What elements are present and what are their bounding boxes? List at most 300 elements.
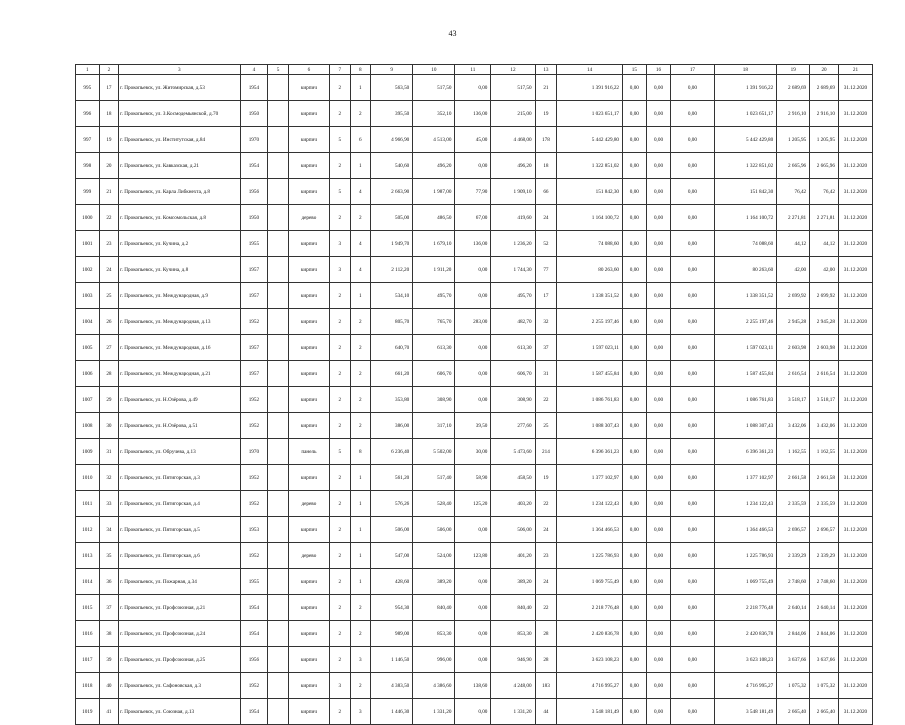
table-cell: 2 xyxy=(350,205,371,231)
table-cell: 0,00 xyxy=(455,257,491,283)
table-cell: 0,00 xyxy=(646,673,671,699)
table-cell: 0,00 xyxy=(646,491,671,517)
table-cell: 0,00 xyxy=(646,335,671,361)
table-cell: 41 xyxy=(99,699,119,725)
table-cell: 25 xyxy=(535,413,557,439)
table-cell: 28 xyxy=(99,361,119,387)
table-cell: 2 916,10 xyxy=(810,101,839,127)
table-cell: 419,60 xyxy=(491,205,535,231)
column-header-18: 18 xyxy=(714,65,777,75)
page-number: 43 xyxy=(448,29,457,38)
table-cell xyxy=(268,309,289,335)
table-cell xyxy=(268,439,289,465)
table-cell: 2 xyxy=(329,309,350,335)
table-cell: 19 xyxy=(99,127,119,153)
table-cell: 2 603,98 xyxy=(810,335,839,361)
table-cell: 2 218 776,48 xyxy=(557,595,623,621)
table-row xyxy=(76,439,873,465)
address-cell: г. Прокопьевск, ул. З.Космодемьянской, д.70 xyxy=(119,101,240,127)
table-cell: 989,00 xyxy=(371,621,413,647)
table-cell: 2 748,60 xyxy=(777,569,810,595)
table-cell: 5 502,00 xyxy=(413,439,455,465)
address-cell: г. Прокопьевск, ул. Международная, д.9 xyxy=(119,283,240,309)
column-header-2: 2 xyxy=(99,65,119,75)
table-cell: 3 637,66 xyxy=(810,647,839,673)
table-cell: 1 322 851,02 xyxy=(557,153,623,179)
table-row xyxy=(76,595,873,621)
table-cell: 0,00 xyxy=(671,335,714,361)
table-cell: 277,60 xyxy=(491,413,535,439)
table-cell: 0,00 xyxy=(671,387,714,413)
table-cell xyxy=(268,387,289,413)
table-cell xyxy=(268,673,289,699)
table-cell: 0,00 xyxy=(671,231,714,257)
column-header-6: 6 xyxy=(288,65,329,75)
table-cell: 2 748,60 xyxy=(810,569,839,595)
table-cell: 946,90 xyxy=(491,647,535,673)
table-cell: 2 xyxy=(329,361,350,387)
table-cell: 2 xyxy=(329,699,350,725)
table-cell: 0,00 xyxy=(671,413,714,439)
table-cell: 80 263,60 xyxy=(557,257,623,283)
table-cell: 2 xyxy=(350,335,371,361)
table-cell: 1007 xyxy=(76,387,100,413)
table-cell: 0,00 xyxy=(455,517,491,543)
address-cell: г. Прокопьевск, ул. Институтская, д.84 xyxy=(119,127,240,153)
table-row xyxy=(76,673,873,699)
table-cell: 30,00 xyxy=(455,439,491,465)
table-cell: 1 069 755,49 xyxy=(714,569,777,595)
table-cell: 31.12.2020 xyxy=(838,595,872,621)
table-cell: 996 xyxy=(76,101,100,127)
table-cell: 2 218 776,48 xyxy=(714,595,777,621)
column-header-3: 3 xyxy=(119,65,240,75)
table-cell: кирпич xyxy=(288,335,329,361)
table-cell: 1 075,32 xyxy=(810,673,839,699)
table-row xyxy=(76,569,873,595)
table-cell: 24 xyxy=(535,205,557,231)
column-header-9: 9 xyxy=(371,65,413,75)
table-cell: 1005 xyxy=(76,335,100,361)
table-cell: 31 xyxy=(535,361,557,387)
table-cell: 1952 xyxy=(240,309,268,335)
table-cell: кирпич xyxy=(288,75,329,101)
table-row xyxy=(76,335,873,361)
table-cell: 0,00 xyxy=(623,153,647,179)
table-cell: 1 xyxy=(350,283,371,309)
table-cell: 0,00 xyxy=(623,361,647,387)
housing-register-table xyxy=(75,64,873,725)
table-cell: кирпич xyxy=(288,413,329,439)
table-cell: 2 xyxy=(350,387,371,413)
table-cell: 0,00 xyxy=(646,153,671,179)
table-cell: 540,60 xyxy=(371,153,413,179)
table-cell: дерево xyxy=(288,205,329,231)
table-cell: 0,00 xyxy=(455,569,491,595)
table-cell: 77 xyxy=(535,257,557,283)
address-cell: г. Прокопьевск, ул. Союзная, д.13 xyxy=(119,699,240,725)
table-cell: 2 xyxy=(329,335,350,361)
table-cell xyxy=(268,595,289,621)
table-cell: 1 322 851,02 xyxy=(714,153,777,179)
table-cell: 517,50 xyxy=(491,75,535,101)
table-cell: 0,00 xyxy=(623,179,647,205)
address-cell: г. Прокопьевск, ул. Международная, д.13 xyxy=(119,309,240,335)
table-cell: 517,50 xyxy=(413,75,455,101)
table-cell: 0,00 xyxy=(455,335,491,361)
table-cell xyxy=(268,621,289,647)
table-cell: 31.12.2020 xyxy=(838,127,872,153)
table-cell: 2 255 197,46 xyxy=(714,309,777,335)
table-row xyxy=(76,465,873,491)
table-cell: 2 661,58 xyxy=(810,465,839,491)
table-cell: 1955 xyxy=(240,569,268,595)
table-cell: 0,00 xyxy=(623,543,647,569)
table-cell: 0,00 xyxy=(623,413,647,439)
table-cell: 5 xyxy=(329,439,350,465)
table-cell: 840,40 xyxy=(491,595,535,621)
table-cell: 31.12.2020 xyxy=(838,543,872,569)
table-cell: 1 xyxy=(350,465,371,491)
table-cell: 42,00 xyxy=(777,257,810,283)
table-cell: 1 225 786,93 xyxy=(557,543,623,569)
table-cell: 19 xyxy=(535,101,557,127)
table-cell: 0,00 xyxy=(623,621,647,647)
table-cell: 21 xyxy=(99,179,119,205)
table-cell: кирпич xyxy=(288,517,329,543)
table-cell: 1 xyxy=(350,153,371,179)
table-cell: 403,20 xyxy=(491,491,535,517)
table-cell: 1 391 916,22 xyxy=(714,75,777,101)
table-cell: кирпич xyxy=(288,179,329,205)
table-cell: 2 xyxy=(329,517,350,543)
table-cell: 0,00 xyxy=(623,309,647,335)
table-cell: 1 162,55 xyxy=(810,439,839,465)
table-cell: 0,00 xyxy=(646,231,671,257)
table-cell: 1 949,70 xyxy=(371,231,413,257)
table-cell: 1 364 466,53 xyxy=(557,517,623,543)
column-header-17: 17 xyxy=(671,65,714,75)
table-cell: 482,70 xyxy=(491,309,535,335)
table-cell: 2 xyxy=(329,647,350,673)
table-cell: 74 088,60 xyxy=(557,231,623,257)
table-cell: 0,00 xyxy=(671,257,714,283)
table-cell: 44,12 xyxy=(777,231,810,257)
table-cell: 0,00 xyxy=(455,699,491,725)
table-cell: 0,00 xyxy=(455,595,491,621)
table-cell: 0,00 xyxy=(623,465,647,491)
table-cell: 178 xyxy=(535,127,557,153)
table-cell: кирпич xyxy=(288,153,329,179)
table-cell: 576,26 xyxy=(371,491,413,517)
table-cell: 506,00 xyxy=(371,517,413,543)
table-cell: 2 xyxy=(350,621,371,647)
table-cell xyxy=(268,491,289,517)
address-cell: г. Прокопьевск, ул. Кавказская, д.21 xyxy=(119,153,240,179)
table-cell: 0,00 xyxy=(646,439,671,465)
table-cell: 386,00 xyxy=(371,413,413,439)
table-cell: 1014 xyxy=(76,569,100,595)
table-cell: 2 616,54 xyxy=(777,361,810,387)
table-cell: 1954 xyxy=(240,621,268,647)
table-cell xyxy=(268,101,289,127)
table-row xyxy=(76,179,873,205)
table-cell: 67,00 xyxy=(455,205,491,231)
table-cell: 308,90 xyxy=(413,387,455,413)
table-cell: 1950 xyxy=(240,101,268,127)
table-cell: 2 665,96 xyxy=(810,153,839,179)
table-cell: 0,00 xyxy=(455,621,491,647)
table-cell: 496,20 xyxy=(491,153,535,179)
table-cell: 1 234 122,43 xyxy=(557,491,623,517)
table-cell: 1 987,00 xyxy=(413,179,455,205)
table-cell: 32 xyxy=(99,465,119,491)
table-cell: 1 075,32 xyxy=(777,673,810,699)
table-cell: 0,00 xyxy=(455,153,491,179)
address-cell: г. Прокопьевск, ул. Пожарная, д.34 xyxy=(119,569,240,595)
table-cell: 5 473,60 xyxy=(491,439,535,465)
table-cell: 0,00 xyxy=(671,621,714,647)
table-cell: 18 xyxy=(99,101,119,127)
table-cell: 37 xyxy=(99,595,119,621)
table-cell: 35 xyxy=(99,543,119,569)
table-cell: кирпич xyxy=(288,387,329,413)
table-cell: 0,00 xyxy=(671,517,714,543)
table-cell: кирпич xyxy=(288,101,329,127)
table-cell: 1006 xyxy=(76,361,100,387)
table-cell: 0,00 xyxy=(623,569,647,595)
table-cell: 21 xyxy=(535,75,557,101)
table-cell: 428,60 xyxy=(371,569,413,595)
table-cell: 3 623 108,23 xyxy=(714,647,777,673)
table-row xyxy=(76,75,873,101)
table-cell: 4 716 995,27 xyxy=(714,673,777,699)
table-cell: 458,50 xyxy=(491,465,535,491)
table-cell: 31.12.2020 xyxy=(838,569,872,595)
table-cell: 534,10 xyxy=(371,283,413,309)
table-row xyxy=(76,491,873,517)
table-cell: 996,00 xyxy=(413,647,455,673)
table-cell: 0,00 xyxy=(455,647,491,673)
table-cell: 44 xyxy=(535,699,557,725)
table-cell xyxy=(268,179,289,205)
table-cell: 0,00 xyxy=(623,205,647,231)
table-cell: кирпич xyxy=(288,465,329,491)
table-cell: 0,00 xyxy=(671,179,714,205)
table-cell: 765,70 xyxy=(413,309,455,335)
table-row xyxy=(76,153,873,179)
column-header-12: 12 xyxy=(491,65,535,75)
table-cell: 395,50 xyxy=(371,101,413,127)
table-cell: 0,00 xyxy=(671,309,714,335)
table-cell: 640,70 xyxy=(371,335,413,361)
table-cell: 0,00 xyxy=(646,127,671,153)
table-cell: 2 xyxy=(329,595,350,621)
table-cell: 853,30 xyxy=(491,621,535,647)
table-cell: панель xyxy=(288,439,329,465)
table-cell: 0,00 xyxy=(623,257,647,283)
table-cell: 1 205,95 xyxy=(810,127,839,153)
table-cell xyxy=(268,75,289,101)
table-cell: 3 xyxy=(350,699,371,725)
table-cell: 2 844,06 xyxy=(810,621,839,647)
table-row xyxy=(76,543,873,569)
table-cell: 125,20 xyxy=(455,491,491,517)
table-cell: 2 xyxy=(329,491,350,517)
address-cell: г. Прокопьевск, ул. Профсоюзная, д.21 xyxy=(119,595,240,621)
table-cell: 352,10 xyxy=(413,101,455,127)
table-cell: 0,00 xyxy=(671,153,714,179)
table-cell: 517,40 xyxy=(413,465,455,491)
table-cell: 1954 xyxy=(240,699,268,725)
table-cell: дерево xyxy=(288,543,329,569)
table-cell: 853,30 xyxy=(413,621,455,647)
table-cell: 0,00 xyxy=(623,699,647,725)
table-cell: 1950 xyxy=(240,205,268,231)
table-cell: 997 xyxy=(76,127,100,153)
address-cell: г. Прокопьевск, ул. Н.Озёрова, д.51 xyxy=(119,413,240,439)
table-cell: 0,00 xyxy=(623,231,647,257)
table-cell: 606,70 xyxy=(491,361,535,387)
table-cell: 805,70 xyxy=(371,309,413,335)
table-cell: 0,00 xyxy=(671,465,714,491)
table-cell: 308,90 xyxy=(491,387,535,413)
table-cell: 4 xyxy=(350,231,371,257)
table-cell: 995 xyxy=(76,75,100,101)
table-cell: 31.12.2020 xyxy=(838,465,872,491)
table-cell: 17 xyxy=(99,75,119,101)
table-cell: 33 xyxy=(99,491,119,517)
table-cell: 0,00 xyxy=(671,569,714,595)
column-header-10: 10 xyxy=(413,65,455,75)
table-cell: 5 442 429,80 xyxy=(714,127,777,153)
table-cell: 31.12.2020 xyxy=(838,75,872,101)
table-cell: 0,00 xyxy=(623,387,647,413)
table-cell: 39,50 xyxy=(455,413,491,439)
table-cell: 1 679,10 xyxy=(413,231,455,257)
table-cell: 1952 xyxy=(240,465,268,491)
table-cell: дерево xyxy=(288,491,329,517)
table-cell: 18 xyxy=(535,153,557,179)
table-cell: 3 xyxy=(329,231,350,257)
table-cell: 31.12.2020 xyxy=(838,309,872,335)
table-cell: 26 xyxy=(99,309,119,335)
table-cell: 1000 xyxy=(76,205,100,231)
table-cell: 4 xyxy=(350,179,371,205)
table-cell: 25 xyxy=(99,283,119,309)
table-cell: 1954 xyxy=(240,153,268,179)
table-cell: 31.12.2020 xyxy=(838,361,872,387)
table-cell: 0,00 xyxy=(671,361,714,387)
table-cell: 3 518,17 xyxy=(810,387,839,413)
table-cell: 1 086 761,83 xyxy=(714,387,777,413)
table-cell: 1009 xyxy=(76,439,100,465)
table-row xyxy=(76,205,873,231)
table-cell: 24 xyxy=(535,517,557,543)
table-cell: 4 383,50 xyxy=(371,673,413,699)
column-header-19: 19 xyxy=(777,65,810,75)
table-cell: 1 xyxy=(350,75,371,101)
table-cell: 1008 xyxy=(76,413,100,439)
table-cell: 2 xyxy=(329,413,350,439)
table-cell: 1953 xyxy=(240,517,268,543)
table-cell: 123,80 xyxy=(455,543,491,569)
table-cell: 45,00 xyxy=(455,127,491,153)
table-cell: 1019 xyxy=(76,699,100,725)
table-cell: 0,00 xyxy=(646,309,671,335)
table-row xyxy=(76,361,873,387)
table-cell: 0,00 xyxy=(671,283,714,309)
table-cell: 31.12.2020 xyxy=(838,205,872,231)
table-cell: 2 112,20 xyxy=(371,257,413,283)
table-cell: 4 513,00 xyxy=(413,127,455,153)
table-cell: 1952 xyxy=(240,413,268,439)
table-cell: 32 xyxy=(535,309,557,335)
table-cell: 0,00 xyxy=(623,75,647,101)
table-row xyxy=(76,699,873,725)
table-cell: 2 xyxy=(329,101,350,127)
table-cell: 3 432,06 xyxy=(810,413,839,439)
table-cell: 0,00 xyxy=(646,647,671,673)
table-cell: 0,00 xyxy=(455,75,491,101)
table-cell: 36 xyxy=(99,569,119,595)
table-cell xyxy=(268,569,289,595)
column-header-1: 1 xyxy=(76,65,100,75)
table-cell: 1 xyxy=(350,491,371,517)
table-cell: 42,00 xyxy=(810,257,839,283)
table-cell: 1013 xyxy=(76,543,100,569)
table-cell: 3 637,66 xyxy=(777,647,810,673)
table-cell: 23 xyxy=(99,231,119,257)
table-cell: 44,12 xyxy=(810,231,839,257)
table-row xyxy=(76,231,873,257)
table-cell: 0,00 xyxy=(671,127,714,153)
table-cell: 0,00 xyxy=(623,283,647,309)
table-cell: 0,00 xyxy=(646,543,671,569)
table-cell: кирпич xyxy=(288,647,329,673)
table-cell: 77,90 xyxy=(455,179,491,205)
table-cell: 6 236,40 xyxy=(371,439,413,465)
table-cell: 389,20 xyxy=(491,569,535,595)
table-cell: 3 xyxy=(350,647,371,673)
table-cell: 0,00 xyxy=(671,673,714,699)
table-cell: 0,00 xyxy=(671,595,714,621)
table-cell: 3 548 181,49 xyxy=(557,699,623,725)
table-cell: 22 xyxy=(535,387,557,413)
table-cell: 3 xyxy=(329,673,350,699)
table-cell: 1970 xyxy=(240,127,268,153)
table-row xyxy=(76,647,873,673)
column-header-11: 11 xyxy=(455,65,491,75)
table-cell: 1 744,30 xyxy=(491,257,535,283)
table-cell: 4 248,00 xyxy=(491,673,535,699)
table-cell: 2 696,57 xyxy=(777,517,810,543)
column-header-21: 21 xyxy=(838,65,872,75)
table-cell: 0,00 xyxy=(623,647,647,673)
address-cell: г. Прокопьевск, ул. Кучина, д.8 xyxy=(119,257,240,283)
table-cell: 24 xyxy=(99,257,119,283)
table-cell: 495,70 xyxy=(413,283,455,309)
table-cell: 3 623 108,23 xyxy=(557,647,623,673)
table-cell: 52 xyxy=(535,231,557,257)
table-cell: 505,00 xyxy=(371,205,413,231)
address-cell: г. Прокопьевск, ул. Международная, д.21 xyxy=(119,361,240,387)
table-cell: 0,00 xyxy=(455,283,491,309)
table-cell: 1 164 100,72 xyxy=(714,205,777,231)
table-cell: 1 225 786,93 xyxy=(714,543,777,569)
table-cell: 20 xyxy=(99,153,119,179)
table-cell: 389,20 xyxy=(413,569,455,595)
